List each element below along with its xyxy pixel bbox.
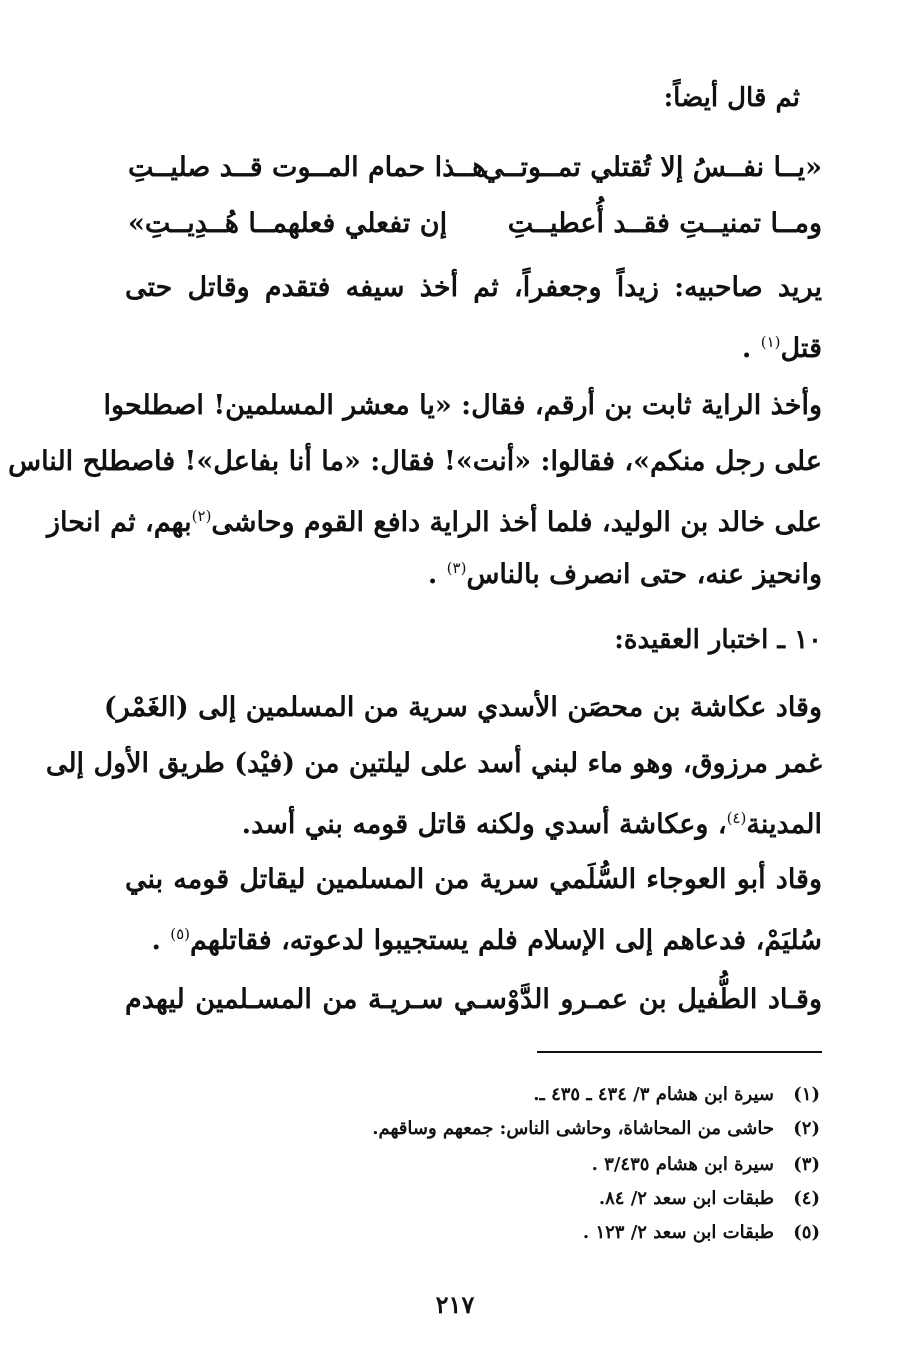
footnote-3-text: سيرة ابن هشام ٣/٤٣٥ . bbox=[591, 1154, 774, 1175]
verse-1-first-hemistich: «يــا نفــسُ إلا تُقتلي تمــوتــي bbox=[482, 152, 822, 183]
page-number: ٢١٧ bbox=[435, 1290, 475, 1319]
paragraph-2-line-3 bbox=[47, 494, 822, 545]
footnote-1-number: (١) bbox=[793, 1084, 820, 1105]
footnote-5-text: طبقات ابن سعد ٢/ ١٢٣ . bbox=[582, 1222, 774, 1243]
paragraph-4-line-1: وقاد أبو العوجاء السُّلَمي سرية من المسلمين ليقاتل قومه بني bbox=[125, 864, 822, 895]
footnote-1-text: سيرة ابن هشام ٣/ ٤٣٤ ـ ٤٣٥ ـ. bbox=[533, 1084, 774, 1105]
footnote-ref-3: (٣) bbox=[446, 559, 467, 577]
paragraph-1-line-2 bbox=[125, 320, 822, 371]
paragraph-3-line-3 bbox=[125, 796, 822, 847]
verse-1-second-hemistich: هــذا حمام المــوت قــد صليــتِ bbox=[128, 152, 487, 183]
paragraph-1-line-1: يريد صاحبيه: زيداً وجعفراً، ثم أخذ سيفه فتقدم وقاتل حتى bbox=[125, 272, 822, 303]
intro-heading: ثم قال أيضاً: bbox=[663, 83, 800, 113]
para2-line3-b: بهم، ثم انحاز bbox=[47, 507, 192, 538]
section-heading: ١٠ ـ اختبار العقيدة: bbox=[614, 625, 822, 655]
footnote-separator bbox=[537, 1051, 822, 1053]
para1-text: قتل bbox=[780, 333, 822, 364]
footnote-4-number: (٤) bbox=[793, 1188, 820, 1209]
footnote-2-text: حاشى من المحاشاة، وحاشى الناس: جمعهم وساقهم. bbox=[372, 1118, 774, 1139]
paragraph-2-line-1: وأخذ الراية ثابت بن أرقم، فقال: «يا معشر المسلمين! اصطلحوا bbox=[103, 390, 822, 421]
footnote-3-number: (٣) bbox=[793, 1154, 820, 1175]
para2-period: . bbox=[427, 559, 438, 590]
paragraph-3-line-2: غمر مرزوق، وهو ماء لبني أسد على ليلتين من (فيْد) طريق الأول إلى bbox=[45, 748, 822, 779]
paragraph-3-line-1: وقاد عكاشة بن محصَن الأسدي سرية من المسلمين إلى (الغَمْر) bbox=[103, 692, 822, 723]
para4-line2-a: سُليَمْ، فدعاهم إلى الإسلام فلم يستجيبوا لدعوته، فقاتلهم bbox=[190, 925, 822, 956]
footnote-3 bbox=[592, 1150, 820, 1180]
para3-line3-b: ، وعكاشة أسدي ولكنه قاتل قومه بني أسد. bbox=[241, 809, 727, 840]
paragraph-2-line-4 bbox=[125, 546, 822, 597]
footnote-5-number: (٥) bbox=[793, 1222, 820, 1243]
footnote-5 bbox=[583, 1218, 820, 1248]
paragraph-2-line-2: على رجل منكم»، فقالوا: «أنت»! فقال: «ما أنا بفاعل»! فاصطلح الناس bbox=[8, 446, 822, 477]
footnote-1 bbox=[533, 1080, 820, 1110]
para1-period: . bbox=[741, 333, 752, 364]
verse-2-first-hemistich: ومــا تمنيــتِ فقــد أُعطيــتِ bbox=[507, 208, 822, 239]
footnote-ref-4: (٤) bbox=[726, 809, 747, 827]
para3-line3-a: المدينة bbox=[746, 809, 822, 840]
footnote-2 bbox=[372, 1114, 820, 1144]
paragraph-5-line-1: وقـاد الطُّفيل بن عمـرو الدَّوْسـي سـريـة من المسـلمين ليهدم bbox=[125, 984, 822, 1015]
footnote-4 bbox=[599, 1184, 820, 1214]
footnote-2-number: (٢) bbox=[793, 1118, 820, 1139]
footnote-ref-1: (١) bbox=[760, 333, 781, 351]
para4-period: . bbox=[151, 925, 161, 956]
footnote-4-text: طبقات ابن سعد ٢/ ٨٤. bbox=[598, 1188, 774, 1209]
footnote-ref-5: (٥) bbox=[170, 925, 191, 943]
footnote-ref-2: (٢) bbox=[191, 507, 212, 525]
verse-2-second-hemistich: إن تفعلي فعلهمــا هُــدِيــتِ» bbox=[128, 208, 448, 239]
paragraph-4-line-2 bbox=[125, 912, 822, 963]
para2-line3-a: على خالد بن الوليد، فلما أخذ الراية دافع القوم وحاشى bbox=[211, 507, 822, 538]
para2-line4-a: وانحيز عنه، حتى انصرف بالناس bbox=[466, 559, 822, 590]
